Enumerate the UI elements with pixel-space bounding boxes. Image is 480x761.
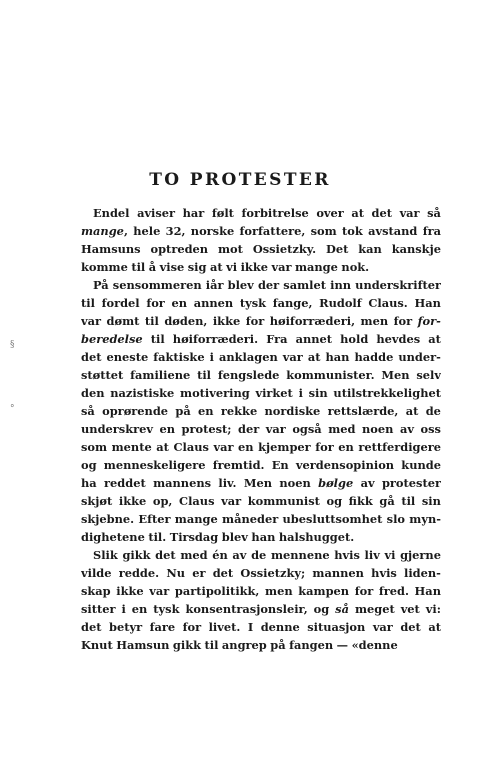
text-line: skap ikke var partipolitikk, men kampen for fred. Han <box>81 584 441 598</box>
text-line: underskrev en protest; der var også med noen av oss <box>81 422 441 436</box>
text-line: På sensommeren iår blev der samlet inn underskrifter <box>93 278 441 292</box>
text-line: skjebne. Efter mange måneder ubesluttsomhet slo myn- <box>81 512 441 526</box>
body-text <box>81 204 441 654</box>
text-line: mange, hele 32, norske forfattere, som tok avstand fra <box>81 224 441 238</box>
text-line: støttet familiene til fengslede kommunister. Men selv <box>81 368 441 382</box>
text-line: det eneste faktiske i anklagen var at han hadde under- <box>81 350 441 364</box>
margin-mark: § <box>10 340 15 350</box>
text-line: så oprørende på en rekke nordiske rettslærde, at de <box>81 404 441 418</box>
text-line: komme til å vise sig at vi ikke var mange nok. <box>81 260 370 274</box>
chapter-title: TO PROTESTER <box>149 170 331 190</box>
text-line: ha reddet mannens liv. Men noen bølge av protester <box>81 476 441 490</box>
text-line: den nazistiske motivering virket i sin utilstrekkelighet <box>81 386 441 400</box>
text-line: Endel aviser har følt forbitrelse over at det var så <box>93 206 441 220</box>
text-line: var dømt til døden, ikke for høiforræderi, men for for- <box>81 314 441 328</box>
text-line: skjøt ikke op, Claus var kommunist og fikk gå til sin <box>81 494 441 508</box>
text-line: sitter i en tysk konsentrasjonsleir, og så meget vet vi: <box>81 602 441 616</box>
text-line: det betyr fare for livet. I denne situasjon var det at <box>81 620 441 634</box>
text-line: beredelse til høiforræderi. Fra annet hold hevdes at <box>81 332 441 346</box>
margin-mark: ° <box>10 404 15 414</box>
text-line: vilde redde. Nu er det Ossietzky; mannen hvis liden- <box>81 566 441 580</box>
text-line: til fordel for en annen tysk fange, Rudolf Claus. Han <box>81 296 441 310</box>
text-line: Hamsuns optreden mot Ossietzky. Det kan kanskje <box>81 242 441 256</box>
text-line: som mente at Claus var en kjemper for en rettferdigere <box>81 440 441 454</box>
text-line: dighetene til. Tirsdag blev han halshugget. <box>81 530 355 544</box>
text-line: Knut Hamsun gikk til angrep på fangen — «denne <box>81 638 398 652</box>
text-line: Slik gikk det med én av de mennene hvis liv vi gjerne <box>93 548 441 562</box>
text-line: og menneskeligere fremtid. En verdensopinion kunde <box>81 458 441 472</box>
